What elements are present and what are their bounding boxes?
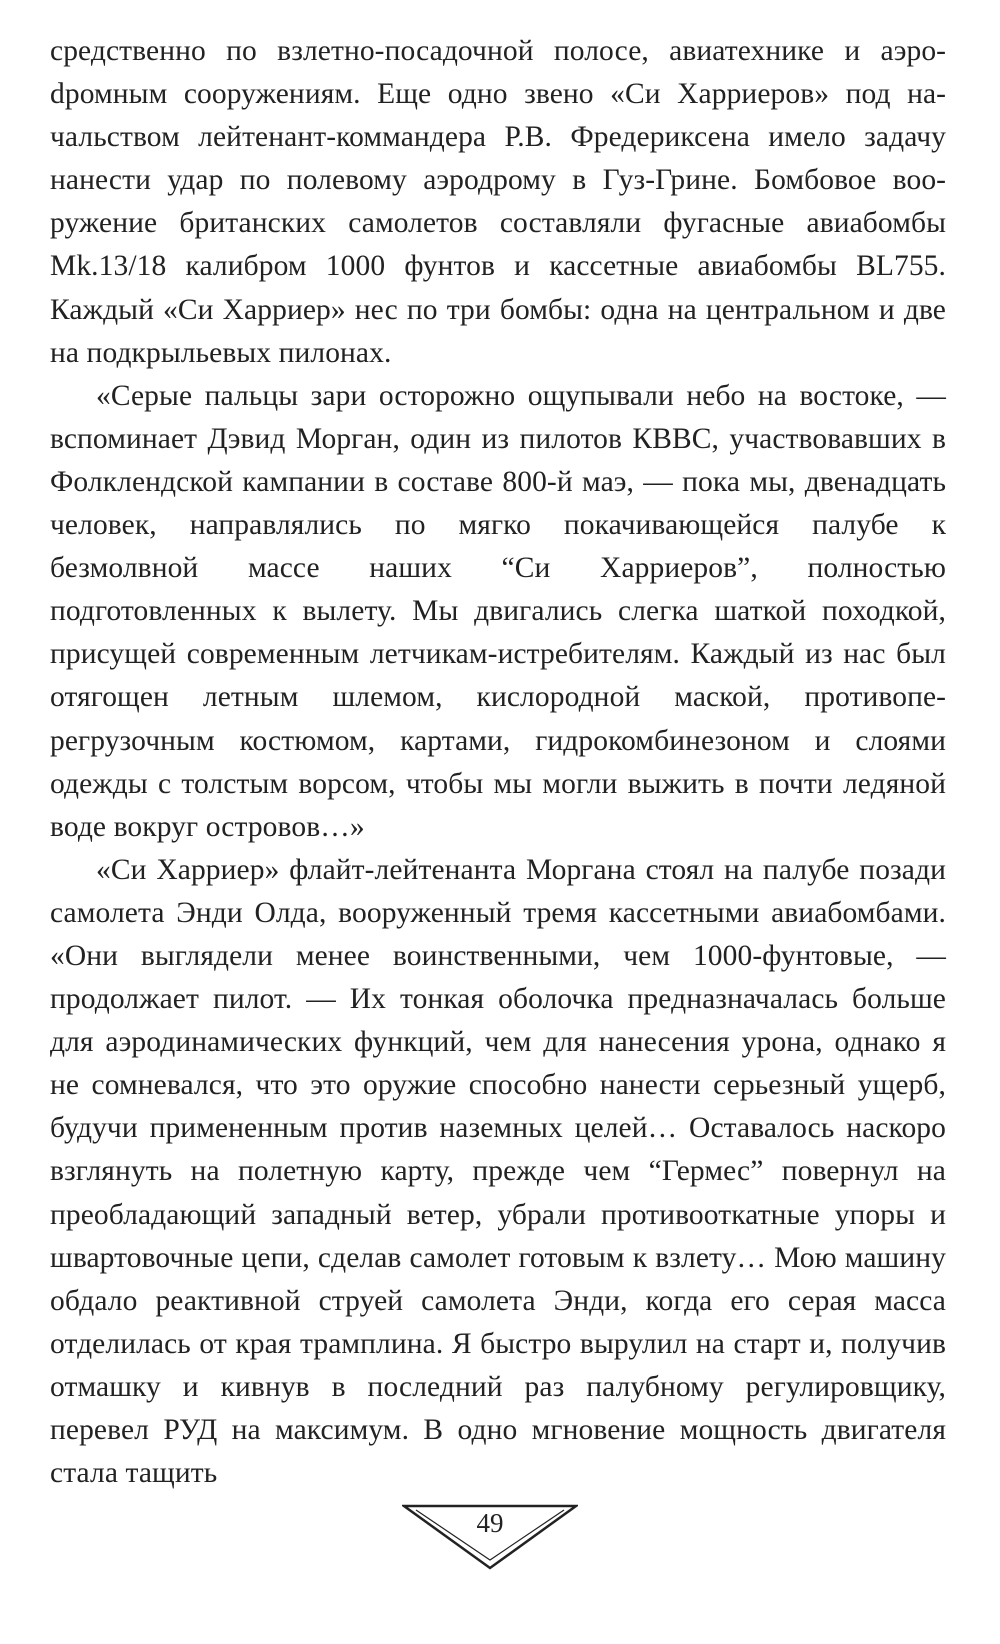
paragraph-2: «Серые пальцы зари осторожно ощупывали небо на востоке, — вспоминает Дэвид Морган, один из пилотов КВВС, участвовавших в Фолклендской кампании в составе 800-й маэ, — пока мы, двенадцать человек, направлялись по мягко покачивающейся палубе к безмолвной массе наших “Си Харриеров”, полностью подготовленных к вылету. Мы двигались слегка шаткой походкой, присущей современным летчикам-истребителям. Каждый из нас был отягощен летным шлемом, кислородной маской, противоперегрузочным костюмом, картами, гидрокомбинезоном и слоями одежды с толстым ворсом, чтобы мы могли выжить в почти ледяной воде вокруг островов…» xyxy=(50,379,946,843)
page-footer xyxy=(402,1504,578,1570)
body-text xyxy=(50,30,946,1495)
page-number: 49 xyxy=(476,1508,504,1538)
paragraph-3: «Си Харриер» флайт-лейтенанта Моргана стоял на палубе позади самолета Энди Олда, вооруженный тремя кассетными авиабомбами. «Они выглядели менее воинственными, чем 1000-фунтовые, — продолжает пилот. — Их тонкая оболочка предназначалась больше для аэродинамических функций, чем для нанесения урона, однако я не сомневался, что это оружие способно нанести серьезный ущерб, будучи примененным против наземных целей… Оставалось наскоро взглянуть на полетную карту, прежде чем “Гермес” повернул на преобладающий западный ветер, убрали противооткатные упоры и швартовочные цепи, сделав самолет готовым к взлету… Мою машину обдало реактивной струей самолета Энди, когда его серая масса отделилась от края трамплина. Я быстро вырулил на старт и, получив отмашку и кивнув в последний раз палубному регулировщику, перевел РУД на максимум. В одно мгновение мощность двигателя стала тащить xyxy=(50,853,946,1490)
paragraph-1: средственно по взлетно-посадочной полосе, авиатехнике и аэроdромным сооружениям. Еще одно звено «Си Харриеров» под начальством лейтенант-коммандера Р.В. Фредериксена имело задачу нанести удар по полевому аэродрому в Гуз-Грине. Бомбовое вооружение британских самолетов составляли фугасные авиабомбы Mk.13/18 калибром 1000 фунтов и кассетные авиабомбы BL755. Каждый «Си Харриер» нес по три бомбы: одна на центральном и две на подкрыльевых пилонах. xyxy=(50,35,946,369)
